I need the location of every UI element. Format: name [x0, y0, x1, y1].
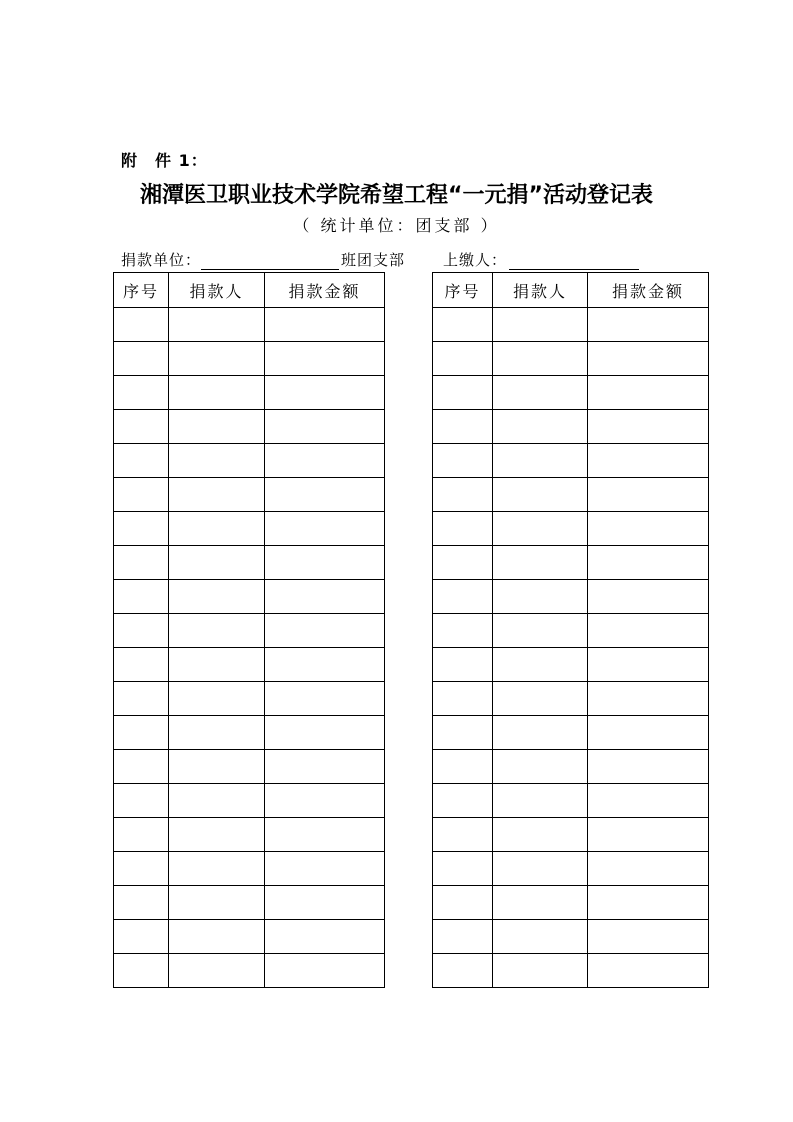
table-row [114, 512, 709, 546]
serial-cell[interactable] [433, 580, 493, 614]
amount-cell[interactable] [265, 648, 385, 682]
table-row [114, 580, 709, 614]
separator-cell [385, 920, 433, 954]
amount-cell[interactable] [265, 512, 385, 546]
separator-cell [385, 308, 433, 342]
table-row [114, 342, 709, 376]
amount-cell[interactable] [588, 376, 709, 410]
donor-cell[interactable] [169, 376, 265, 410]
serial-cell[interactable] [114, 580, 169, 614]
serial-cell[interactable] [114, 308, 169, 342]
payer-label: 上缴人： [443, 251, 508, 269]
serial-cell[interactable] [433, 614, 493, 648]
separator-cell [385, 478, 433, 512]
table-row [114, 920, 709, 954]
serial-cell[interactable] [433, 886, 493, 920]
serial-cell[interactable] [433, 716, 493, 750]
donor-cell[interactable] [169, 852, 265, 886]
table-row [114, 954, 709, 988]
serial-cell[interactable] [114, 546, 169, 580]
amount-cell[interactable] [265, 852, 385, 886]
table-separator [385, 273, 433, 308]
donor-cell[interactable] [169, 342, 265, 376]
form-info-line [121, 249, 639, 270]
serial-cell[interactable] [114, 784, 169, 818]
separator-cell [385, 818, 433, 852]
serial-cell[interactable] [433, 308, 493, 342]
separator-cell [385, 852, 433, 886]
amount-cell[interactable] [588, 954, 709, 988]
payer-blank[interactable] [509, 253, 639, 270]
separator-cell [385, 784, 433, 818]
amount-cell[interactable] [588, 648, 709, 682]
header-amount-left: 捐款金额 [265, 273, 385, 308]
table-row [114, 648, 709, 682]
amount-cell[interactable] [265, 478, 385, 512]
separator-cell [385, 444, 433, 478]
donor-cell[interactable] [169, 818, 265, 852]
donor-cell[interactable] [493, 512, 588, 546]
donor-cell[interactable] [493, 886, 588, 920]
donor-cell[interactable] [169, 512, 265, 546]
serial-cell[interactable] [433, 784, 493, 818]
donor-cell[interactable] [169, 682, 265, 716]
table-row [114, 784, 709, 818]
amount-cell[interactable] [265, 410, 385, 444]
attachment-label: 附 件 1： [121, 151, 208, 170]
serial-cell[interactable] [114, 648, 169, 682]
donor-cell[interactable] [169, 546, 265, 580]
amount-cell[interactable] [265, 750, 385, 784]
serial-cell[interactable] [114, 376, 169, 410]
serial-cell[interactable] [433, 750, 493, 784]
table-row [114, 818, 709, 852]
table-row [114, 852, 709, 886]
serial-cell[interactable] [433, 682, 493, 716]
donor-cell[interactable] [493, 546, 588, 580]
header-amount-right: 捐款金额 [588, 273, 709, 308]
amount-cell[interactable] [265, 818, 385, 852]
amount-cell[interactable] [265, 920, 385, 954]
amount-cell[interactable] [588, 920, 709, 954]
page-title: 湘潭医卫职业技术学院希望工程“一元捐”活动登记表 [140, 183, 653, 208]
serial-cell[interactable] [114, 750, 169, 784]
amount-cell[interactable] [265, 886, 385, 920]
donor-cell[interactable] [493, 444, 588, 478]
amount-cell[interactable] [588, 682, 709, 716]
donor-cell[interactable] [169, 614, 265, 648]
amount-cell[interactable] [588, 342, 709, 376]
serial-cell[interactable] [433, 342, 493, 376]
donor-cell[interactable] [493, 954, 588, 988]
donor-cell[interactable] [493, 920, 588, 954]
serial-cell[interactable] [433, 512, 493, 546]
amount-cell[interactable] [265, 614, 385, 648]
table-header-row [114, 273, 709, 308]
donor-cell[interactable] [169, 750, 265, 784]
separator-cell [385, 648, 433, 682]
amount-cell[interactable] [265, 376, 385, 410]
table-row [114, 478, 709, 512]
amount-cell[interactable] [265, 580, 385, 614]
separator-cell [385, 614, 433, 648]
donor-cell[interactable] [169, 648, 265, 682]
table-row [114, 546, 709, 580]
donor-cell[interactable] [169, 716, 265, 750]
amount-cell[interactable] [588, 614, 709, 648]
header-serial-right: 序号 [433, 273, 493, 308]
table-row [114, 750, 709, 784]
serial-cell[interactable] [114, 920, 169, 954]
donor-cell[interactable] [493, 614, 588, 648]
serial-cell[interactable] [433, 478, 493, 512]
serial-cell[interactable] [114, 444, 169, 478]
serial-cell[interactable] [114, 478, 169, 512]
amount-cell[interactable] [588, 716, 709, 750]
donor-cell[interactable] [493, 682, 588, 716]
serial-cell[interactable] [433, 818, 493, 852]
page-subtitle: （ 统计单位：团支部 ） [293, 216, 500, 235]
amount-cell[interactable] [265, 954, 385, 988]
separator-cell [385, 716, 433, 750]
table-row [114, 410, 709, 444]
amount-cell[interactable] [588, 580, 709, 614]
table-row [114, 444, 709, 478]
donor-cell[interactable] [493, 852, 588, 886]
donor-cell[interactable] [493, 342, 588, 376]
donor-cell[interactable] [493, 410, 588, 444]
separator-cell [385, 546, 433, 580]
serial-cell[interactable] [114, 512, 169, 546]
donor-cell[interactable] [169, 784, 265, 818]
donor-cell[interactable] [493, 376, 588, 410]
donor-cell[interactable] [493, 580, 588, 614]
amount-cell[interactable] [588, 818, 709, 852]
donor-cell[interactable] [493, 784, 588, 818]
amount-cell[interactable] [588, 444, 709, 478]
serial-cell[interactable] [114, 682, 169, 716]
amount-cell[interactable] [588, 784, 709, 818]
serial-cell[interactable] [114, 852, 169, 886]
donation-unit-label: 捐款单位： [121, 251, 202, 269]
amount-cell[interactable] [265, 308, 385, 342]
amount-cell[interactable] [588, 410, 709, 444]
donor-cell[interactable] [493, 716, 588, 750]
header-donor-left: 捐款人 [169, 273, 265, 308]
amount-cell[interactable] [265, 716, 385, 750]
serial-cell[interactable] [114, 818, 169, 852]
serial-cell[interactable] [433, 852, 493, 886]
amount-cell[interactable] [588, 478, 709, 512]
amount-cell[interactable] [265, 784, 385, 818]
serial-cell[interactable] [433, 444, 493, 478]
serial-cell[interactable] [114, 410, 169, 444]
table-row [114, 614, 709, 648]
serial-cell[interactable] [433, 410, 493, 444]
amount-cell[interactable] [588, 308, 709, 342]
donor-cell[interactable] [493, 308, 588, 342]
serial-cell[interactable] [433, 920, 493, 954]
table-row [114, 682, 709, 716]
donor-cell[interactable] [493, 478, 588, 512]
amount-cell[interactable] [265, 682, 385, 716]
serial-cell[interactable] [433, 648, 493, 682]
separator-cell [385, 512, 433, 546]
table-row [114, 308, 709, 342]
serial-cell[interactable] [114, 716, 169, 750]
serial-cell[interactable] [433, 376, 493, 410]
donor-cell[interactable] [169, 580, 265, 614]
separator-cell [385, 580, 433, 614]
separator-cell [385, 682, 433, 716]
separator-cell [385, 410, 433, 444]
separator-cell [385, 376, 433, 410]
separator-cell [385, 750, 433, 784]
serial-cell[interactable] [114, 886, 169, 920]
amount-cell[interactable] [588, 852, 709, 886]
donor-cell[interactable] [169, 478, 265, 512]
amount-cell[interactable] [265, 444, 385, 478]
donor-cell[interactable] [169, 920, 265, 954]
separator-cell [385, 954, 433, 988]
header-donor-right: 捐款人 [493, 273, 588, 308]
donor-cell[interactable] [169, 410, 265, 444]
donor-cell[interactable] [169, 954, 265, 988]
serial-cell[interactable] [114, 342, 169, 376]
amount-cell[interactable] [588, 886, 709, 920]
serial-cell[interactable] [433, 546, 493, 580]
table-row [114, 886, 709, 920]
serial-cell[interactable] [114, 954, 169, 988]
amount-cell[interactable] [588, 546, 709, 580]
amount-cell[interactable] [588, 750, 709, 784]
header-serial-left: 序号 [114, 273, 169, 308]
class-branch-label: 班团支部 [341, 251, 406, 269]
donor-cell[interactable] [169, 308, 265, 342]
amount-cell[interactable] [265, 546, 385, 580]
table-row [114, 376, 709, 410]
donation-unit-blank[interactable] [201, 253, 339, 270]
donor-cell[interactable] [169, 886, 265, 920]
donor-cell[interactable] [169, 444, 265, 478]
donor-cell[interactable] [493, 750, 588, 784]
amount-cell[interactable] [265, 342, 385, 376]
donor-cell[interactable] [493, 648, 588, 682]
separator-cell [385, 342, 433, 376]
donor-cell[interactable] [493, 818, 588, 852]
separator-cell [385, 886, 433, 920]
amount-cell[interactable] [588, 512, 709, 546]
table-row [114, 716, 709, 750]
registration-table [113, 272, 709, 988]
serial-cell[interactable] [433, 954, 493, 988]
serial-cell[interactable] [114, 614, 169, 648]
